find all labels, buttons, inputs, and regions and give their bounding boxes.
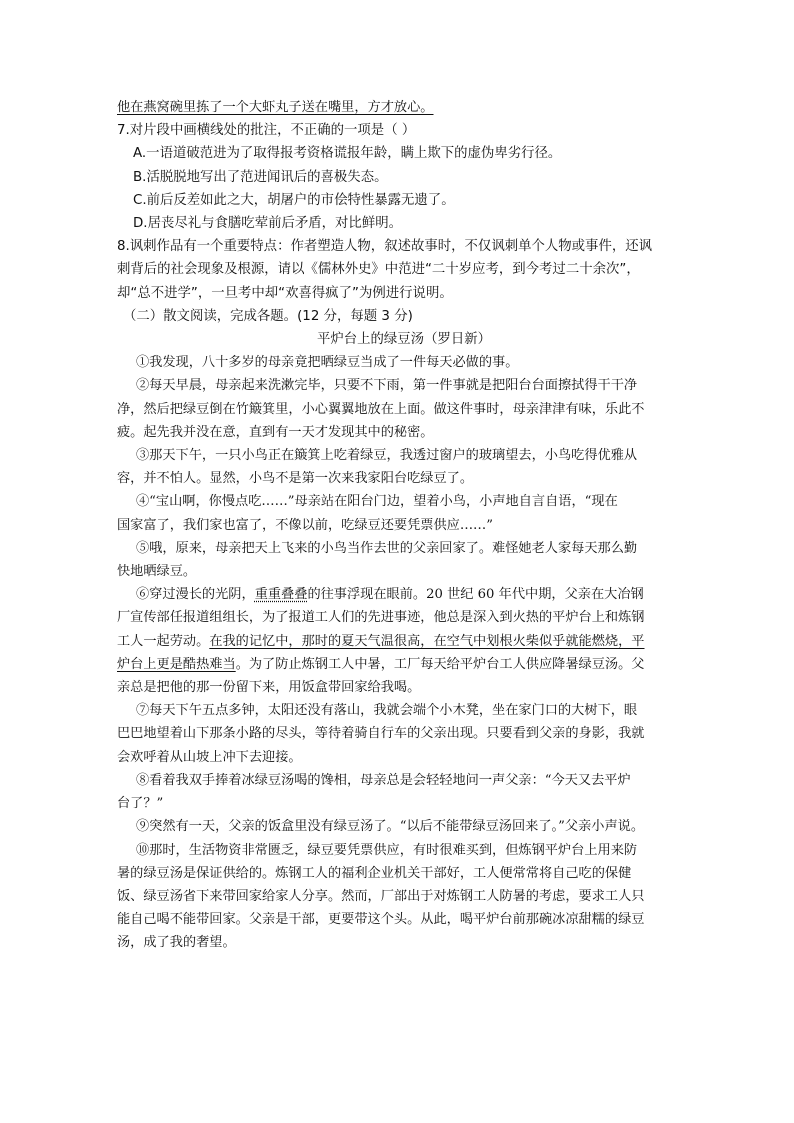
essay-p6-text: ⑥穿过漫长的光阴， [136,587,255,603]
section-heading: （二）散文阅读，完成各题。(12 分，每题 3 分) [123,308,413,324]
essay-paragraph-10-cont: 汤，成了我的奢望。 [117,935,236,951]
essay-paragraph-5: ⑤哦，原来，母亲把天上飞来的小鸟当作去世的父亲回家了。难怪她老人家每天那么勤 [136,540,638,556]
essay-paragraph-7-cont: 会欢呼着从山坡上冲下去迎接。 [117,749,302,765]
essay-paragraph-7-cont: 巴巴地望着山下那条小路的尽头，等待着骑自行车的父亲出现。只要看到父亲的身影，我就 [117,726,645,742]
question-7 [117,119,691,235]
essay-paragraph-2: ②每天早晨，母亲起来洗漱完毕，只要不下雨，第一件事就是把阳台台面擦拭得干干净 [136,378,638,394]
essay-paragraph-4: ④“宝山啊，你慢点吃……”母亲站在阳台门边，望着小鸟，小声地自言自语，“现在 [136,494,618,510]
essay-paragraph-7: ⑦每天下午五点多钟，太阳还没有落山，我就会端个小木凳，坐在家门口的大树下，眼 [136,703,638,719]
essay-paragraph-10: ⑩那时，生活物资非常匮乏，绿豆要凭票供应，有时很难买到，但炼钢平炉台上用来防 [136,842,638,858]
essay-title: 平炉台上的绿豆汤（罗日新） [316,332,492,348]
essay-paragraph-4-cont: 国家富了，我们家也富了，不像以前，吃绿豆还要凭票供应……” [117,517,493,533]
essay-paragraph-2-cont: 净，然后把绿豆倒在竹簸箕里，小心翼翼地放在上面。做这件事时，母亲津津有味，乐此不 [117,401,645,417]
essay-paragraph-10-cont: 能自己喝不能带回家。父亲是干部，更要带这个头。从此，喝平炉台前那碗冰凉甜糯的绿豆 [117,912,645,928]
question-7-option-b: B.活脱脱地写出了范进闻讯后的喜极失态。 [133,169,388,185]
essay-paragraph-3: ③那天下午，一只小鸟正在簸箕上吃着绿豆，我透过窗户的玻璃望去，小鸟吃得优雅从 [136,448,638,464]
question-8-line: 却“总不进学”，一旦考中却“欢喜得疯了”为例进行说明。 [117,285,453,301]
essay-paragraph-6-cont: 厂宣传部任报道组组长，为了报道工人们的先进事迹，他总是深入到火热的平炉台上和炼钢 [117,610,645,626]
underlined-excerpt-line: 他在燕窝碗里拣了一个大虾丸子送在嘴里，方才放心。 [117,100,434,115]
question-7-stem: 7.对片段中画横线处的批注，不正确的一项是（ ） [117,123,416,139]
essay-p6-text: 工人一起劳动。 [117,633,210,649]
question-7-option-c: C.前后反差如此之大，胡屠户的市侩特性暴露无遗了。 [133,192,455,208]
essay-paragraph-10-cont: 暑的绿豆汤是保证供给的。炼钢工人的福利企业机关干部好，工人便常常将自己吃的保健 [117,865,632,881]
essay-body [117,351,691,954]
essay-paragraph-6-cont [117,630,691,653]
essay-paragraph-6-cont [117,653,691,676]
question-8-line: 8.讽刺作品有一个重要特点：作者塑造人物，叙述故事时，不仅讽刺单个人物或事件，还讽 [117,239,653,255]
essay-paragraph-8: ⑧看着我双手捧着冰绿豆汤喝的馋相，母亲总是会轻轻地问一声父亲：“今天又去平炉 [136,772,631,788]
question-8-line: 刺背后的社会现象及根源，请以《儒林外史》中范进“二十岁应考，到今考过二十余次”， [117,262,640,278]
document-page [117,96,691,955]
underlined-phrase: 在我的记忆中，那时的夏天气温很高，在空气中划根火柴似乎就能燃烧，平 [209,633,645,649]
question-7-option-d: D.居丧尽礼与食膳吃荤前后矛盾，对比鲜明。 [133,216,402,232]
underlined-phrase: 炉台上更是酷热难当 [117,656,236,672]
essay-paragraph-2-cont: 疲。起先我并没在意，直到有一天才发现其中的秘密。 [117,424,434,440]
essay-paragraph-9: ⑨突然有一天，父亲的饭盒里没有绿豆汤了。“以后不能带绿豆汤回来了。”父亲小声说。 [136,819,645,835]
dotted-emphasis-phrase: 重重叠叠 [254,587,308,603]
essay-paragraph-8-cont: 台了？” [117,796,164,812]
question-7-option-a: A.一语道破范进为了取得报考资格谎报年龄，瞒上欺下的虚伪卑劣行径。 [133,146,562,162]
essay-paragraph-10-cont: 饭、绿豆汤省下来带回家给家人分享。然而，厂部出于对炼钢工人防暑的考虑，要求工人只 [117,888,645,904]
essay-paragraph-1: ①我发现，八十多岁的母亲竟把晒绿豆当成了一件每天必做的事。 [136,355,519,371]
essay-paragraph-6 [117,583,691,606]
essay-p6-text: 的往事浮现在眼前。20 世纪 60 年代中期，父亲在大冶钢 [307,587,644,603]
essay-paragraph-6-cont: 亲总是把他的那一份留下来，用饭盒带回家给我喝。 [117,680,421,696]
essay-paragraph-5-cont: 快地晒绿豆。 [117,564,197,580]
essay-p6-text: 。为了防止炼钢工人中暑，工厂每天给平炉台工人供应降暑绿豆汤。父 [235,656,645,672]
question-8 [117,235,691,305]
essay-paragraph-3-cont: 容，并不怕人。显然，小鸟不是第一次来我家阳台吃绿豆了。 [117,471,474,487]
